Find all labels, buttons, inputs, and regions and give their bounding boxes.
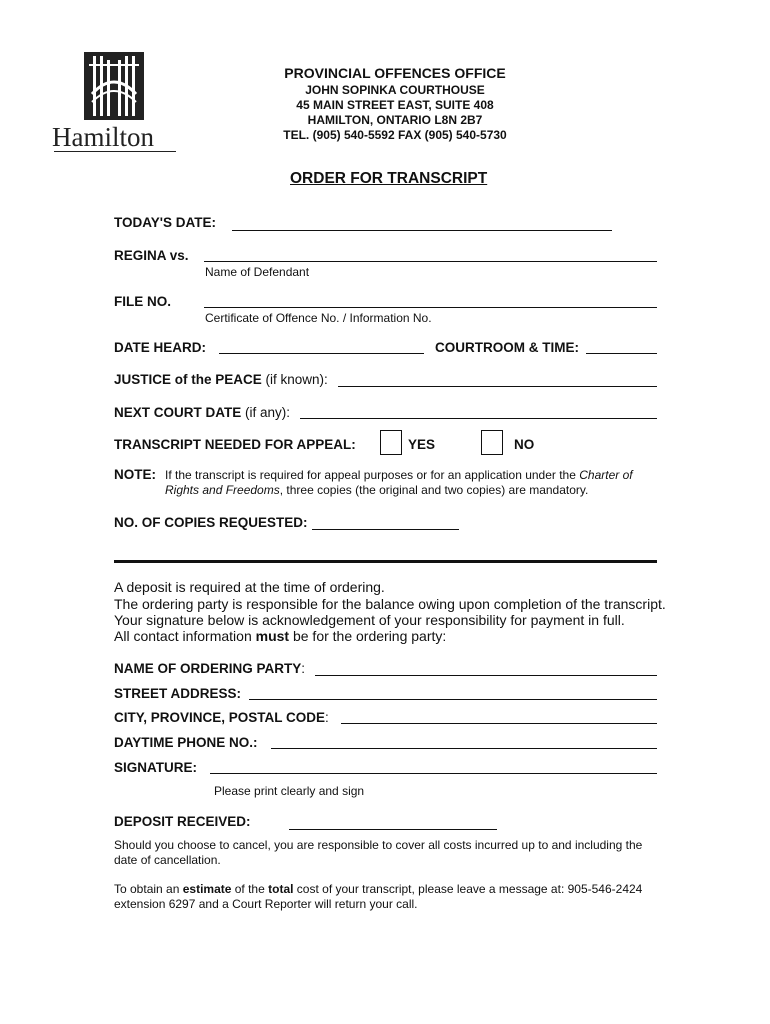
estimate-b: estimate (182, 882, 232, 896)
logo-underline (54, 151, 176, 152)
regina-label: REGINA vs. (114, 248, 189, 263)
note-label: NOTE: (114, 467, 156, 482)
deposit-line-4-c: be for the ordering party: (289, 628, 447, 644)
justice-label-text: JUSTICE of the PEACE (114, 372, 262, 387)
street-address-field[interactable] (249, 699, 657, 700)
courtroom-time-label: COURTROOM & TIME: (435, 340, 579, 355)
next-court-label-suffix: (if any): (241, 405, 291, 420)
party-name-field[interactable] (315, 675, 657, 676)
city-province-label-colon: : (325, 710, 329, 725)
deposit-line-4-a: All contact information (114, 628, 256, 644)
city-province-field[interactable] (341, 723, 657, 724)
yes-checkbox[interactable] (380, 430, 402, 455)
date-heard-label: DATE HEARD: (114, 340, 206, 355)
next-court-label (114, 405, 290, 420)
file-no-label: FILE NO. (114, 294, 171, 309)
signature-label: SIGNATURE: (114, 760, 197, 775)
phone-fax: TEL. (905) 540-5592 FAX (905) 540-5730 (283, 128, 507, 142)
copies-label: NO. OF COPIES REQUESTED: (114, 515, 308, 530)
deposit-received-label: DEPOSIT RECEIVED: (114, 814, 251, 829)
hamilton-emblem-icon (52, 50, 180, 130)
note-line-2-text: , three copies (the original and two copies) are mandatory. (279, 483, 589, 497)
estimate-e: cost of your transcript, please leave a message at: 905-546-2424 (293, 882, 643, 896)
building-name: JOHN SOPINKA COURTHOUSE (305, 83, 485, 97)
note-line-2-italic: Rights and Freedoms (165, 483, 280, 497)
street-address-label: STREET ADDRESS: (114, 686, 242, 701)
hamilton-logo (52, 50, 180, 154)
no-checkbox[interactable] (481, 430, 503, 455)
deposit-line-3: Your signature below is acknowledgement of your responsibility for payment in full. (114, 612, 625, 628)
note-line-2 (165, 483, 588, 498)
daytime-phone-label: DAYTIME PHONE NO.: (114, 735, 258, 750)
estimate-line-1 (114, 882, 642, 897)
signature-field[interactable] (210, 773, 657, 774)
todays-date-label: TODAY'S DATE: (114, 215, 216, 230)
date-heard-field[interactable] (219, 353, 424, 354)
daytime-phone-field[interactable] (271, 748, 657, 749)
next-court-field[interactable] (300, 418, 657, 419)
deposit-received-field[interactable] (289, 829, 497, 830)
todays-date-field[interactable] (232, 230, 612, 231)
note-line-1 (165, 468, 633, 483)
office-title: PROVINCIAL OFFENCES OFFICE (284, 65, 506, 81)
city-province-label (114, 710, 329, 725)
party-name-label (114, 661, 305, 676)
city-address: HAMILTON, ONTARIO L8N 2B7 (307, 113, 483, 127)
estimate-d: total (268, 882, 294, 896)
logo-wordmark: Hamilton (52, 122, 154, 152)
party-name-label-colon: : (301, 661, 306, 676)
print-note: Please print clearly and sign (214, 784, 365, 798)
appeal-label: TRANSCRIPT NEEDED FOR APPEAL: (114, 437, 356, 452)
estimate-a: To obtain an (114, 882, 183, 896)
no-label: NO (514, 437, 535, 452)
next-court-label-text: NEXT COURT DATE (114, 405, 242, 420)
estimate-c: of the (231, 882, 269, 896)
party-name-label-text: NAME OF ORDERING PARTY (114, 661, 302, 676)
section-divider (114, 560, 657, 563)
defendant-caption: Name of Defendant (205, 265, 310, 279)
note-line-1-text: If the transcript is required for appeal purposes or for an application under the (165, 468, 580, 482)
yes-label: YES (408, 437, 436, 452)
cancel-line-1: Should you choose to cancel, you are responsible to cover all costs incurred up to and including the (114, 838, 643, 852)
form-title: ORDER FOR TRANSCRIPT (290, 170, 488, 187)
file-no-caption: Certificate of Offence No. / Information No. (205, 311, 432, 325)
estimate-line-2: extension 6297 and a Court Reporter will return your call. (114, 897, 418, 911)
city-province-label-text: CITY, PROVINCE, POSTAL CODE (114, 710, 326, 725)
file-no-field[interactable] (204, 307, 657, 308)
street-address: 45 MAIN STREET EAST, SUITE 408 (296, 98, 494, 112)
cancel-line-2: date of cancellation. (114, 853, 221, 867)
justice-label-suffix: (if known): (261, 372, 328, 387)
courtroom-time-field[interactable] (586, 353, 657, 354)
justice-label (114, 372, 328, 387)
deposit-line-1: A deposit is required at the time of ordering. (114, 579, 385, 595)
note-line-1-italic: Charter of (579, 468, 633, 482)
deposit-line-4 (114, 628, 446, 645)
defendant-name-field[interactable] (204, 261, 657, 262)
deposit-line-2: The ordering party is responsible for the balance owing upon completion of the transcript. (114, 596, 666, 612)
justice-field[interactable] (338, 386, 657, 387)
copies-field[interactable] (312, 529, 459, 530)
deposit-line-4-b: must (255, 628, 290, 644)
